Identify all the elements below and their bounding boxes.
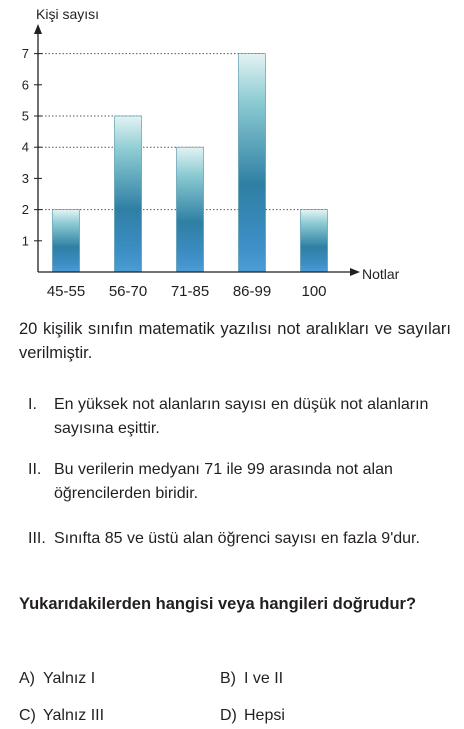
option-label: C) <box>19 707 36 724</box>
option-text: I ve II <box>244 670 284 687</box>
x-axis-label: Notlar <box>362 266 400 282</box>
x-category-label: 100 <box>301 283 327 300</box>
x-category-labels <box>47 283 327 300</box>
x-category-label: 71-85 <box>170 283 210 300</box>
y-tick-label: 3 <box>21 170 29 186</box>
statement-text: Bu verilerin medyanı 71 ile 99 arasında not alan öğrencilerden biridir. <box>54 461 393 502</box>
statement-number: II. <box>28 461 42 478</box>
x-category-label: 56-70 <box>108 283 148 300</box>
problem-prompt: 20 kişilik sınıfın matematik yazılısı not aralıkları ve sayıları verilmiştir. <box>19 320 451 362</box>
option-text: Yalnız I <box>43 670 96 687</box>
option-a[interactable] <box>19 669 95 689</box>
option-label: D) <box>220 707 237 724</box>
y-tick-label: 7 <box>21 46 29 62</box>
bar <box>177 147 204 272</box>
option-b[interactable] <box>220 669 283 689</box>
bar <box>53 210 80 272</box>
chart-svg <box>0 0 464 310</box>
statement-number: I. <box>28 396 37 413</box>
option-label: B) <box>220 670 236 687</box>
y-axis-label: Kişi sayısı <box>36 6 100 22</box>
x-category-label: 45-55 <box>46 283 86 300</box>
bar <box>239 54 266 272</box>
y-tick-label: 2 <box>21 202 29 218</box>
y-tick-label: 1 <box>21 233 29 249</box>
histogram-chart <box>0 0 464 310</box>
bars <box>53 54 328 272</box>
statement-2 <box>28 458 448 506</box>
bar <box>115 116 142 272</box>
statement-number: III. <box>28 530 46 547</box>
x-category-label: 86-99 <box>232 283 272 300</box>
statement-1 <box>28 393 448 441</box>
y-tick-label: 6 <box>21 77 29 93</box>
option-label: A) <box>19 670 35 687</box>
statement-text: Sınıfta 85 ve üstü alan öğrenci sayısı en fazla 9'dur. <box>54 530 420 547</box>
option-d[interactable] <box>220 706 285 726</box>
y-tick-label: 5 <box>21 108 29 124</box>
y-axis-arrow-icon <box>34 24 42 34</box>
option-c[interactable] <box>19 706 104 726</box>
option-text: Hepsi <box>244 707 285 724</box>
option-text: Yalnız III <box>43 707 105 724</box>
question-text: Yukarıdakilerden hangisi veya hangileri doğrudur? <box>19 595 417 613</box>
y-ticks <box>22 46 42 248</box>
bar <box>301 210 328 272</box>
x-axis-arrow-icon <box>350 268 360 276</box>
statement-3 <box>28 527 448 551</box>
statement-text: En yüksek not alanların sayısı en düşük not alanların sayısına eşittir. <box>54 396 429 437</box>
y-tick-label: 4 <box>21 139 29 155</box>
